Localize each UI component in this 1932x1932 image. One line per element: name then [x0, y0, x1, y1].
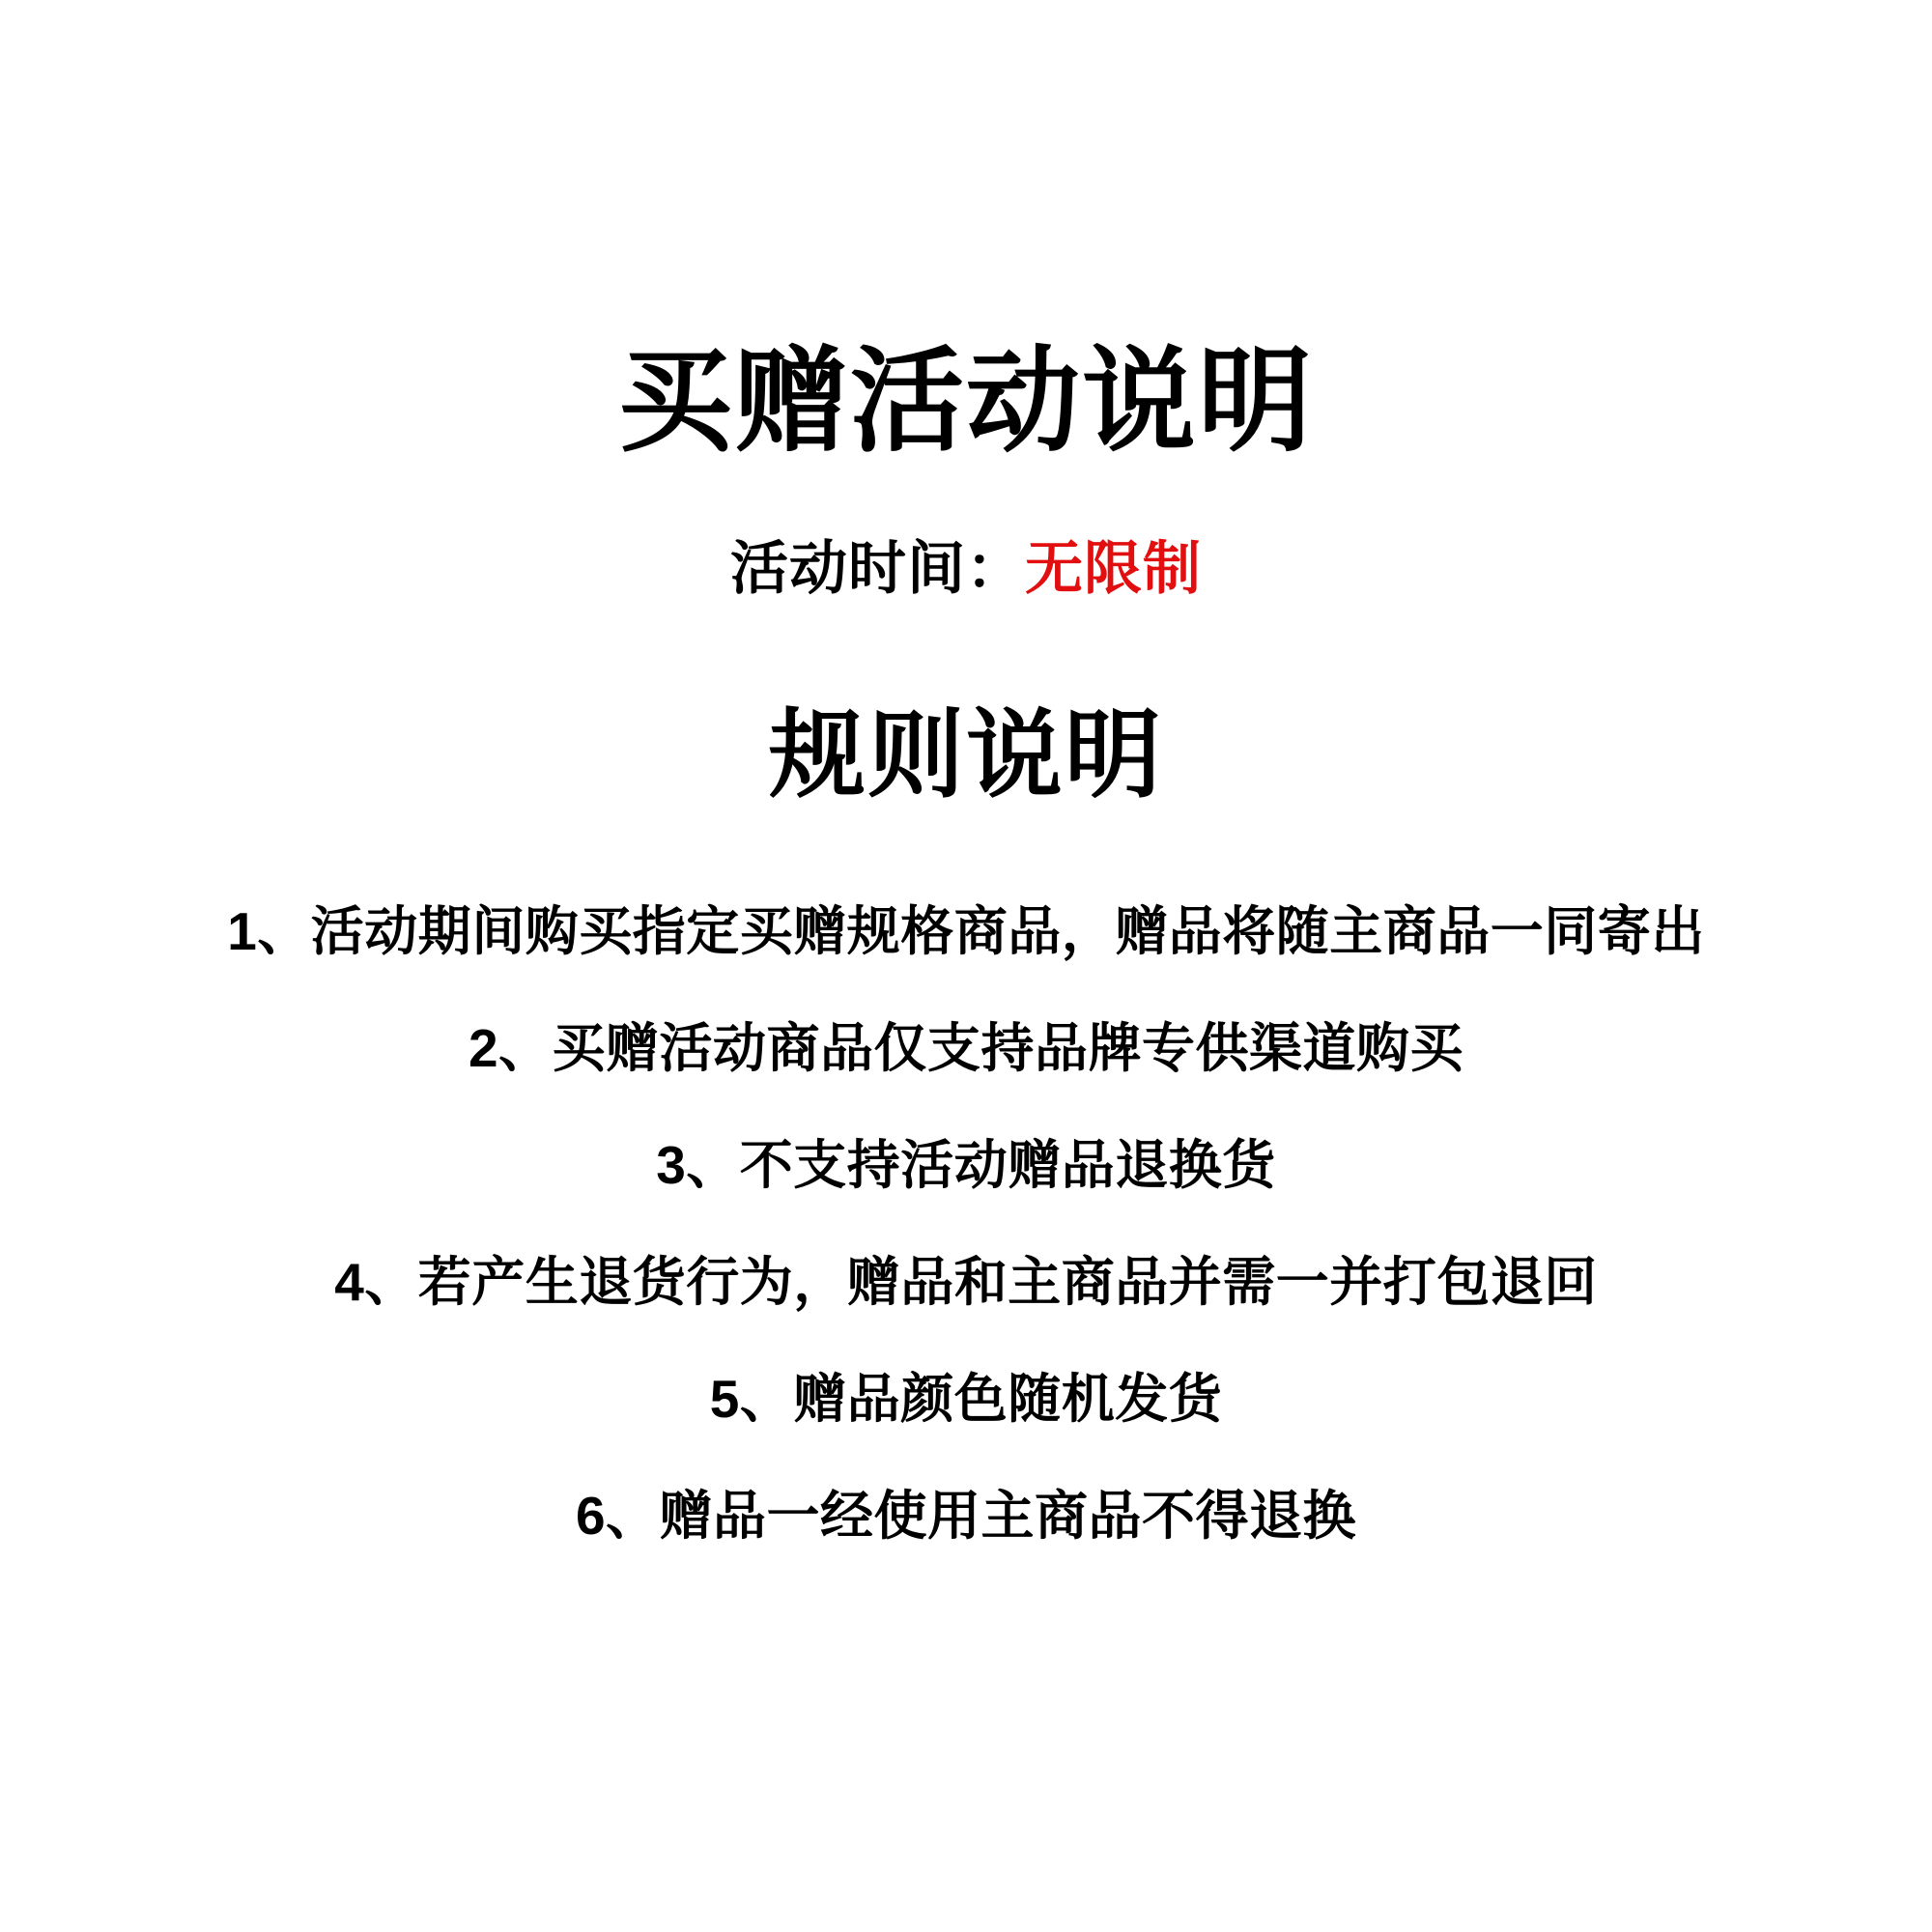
page-title: 买赠活动说明	[617, 338, 1314, 466]
rule-item: 1、活动期间购买指定买赠规格商品，赠品将随主商品一同寄出	[227, 900, 1705, 961]
activity-time-row	[730, 523, 1202, 606]
rules-list	[0, 899, 1932, 1548]
rule-item: 5、赠品颜色随机发货	[709, 1368, 1223, 1429]
rule-item: 2、买赠活动商品仅支持品牌专供渠道购买	[468, 1017, 1464, 1078]
activity-time-value: 无限制	[1025, 535, 1202, 601]
rule-item: 6、赠品一经使用主商品不得退换	[575, 1485, 1357, 1546]
rule-item: 4、若产生退货行为，赠品和主商品并需一并打包退回	[334, 1251, 1598, 1312]
rule-item: 3、不支持活动赠品退换货	[656, 1134, 1276, 1195]
section-title-rules: 规则说明	[769, 700, 1163, 810]
activity-time-label: 活动时间：	[730, 535, 1025, 601]
